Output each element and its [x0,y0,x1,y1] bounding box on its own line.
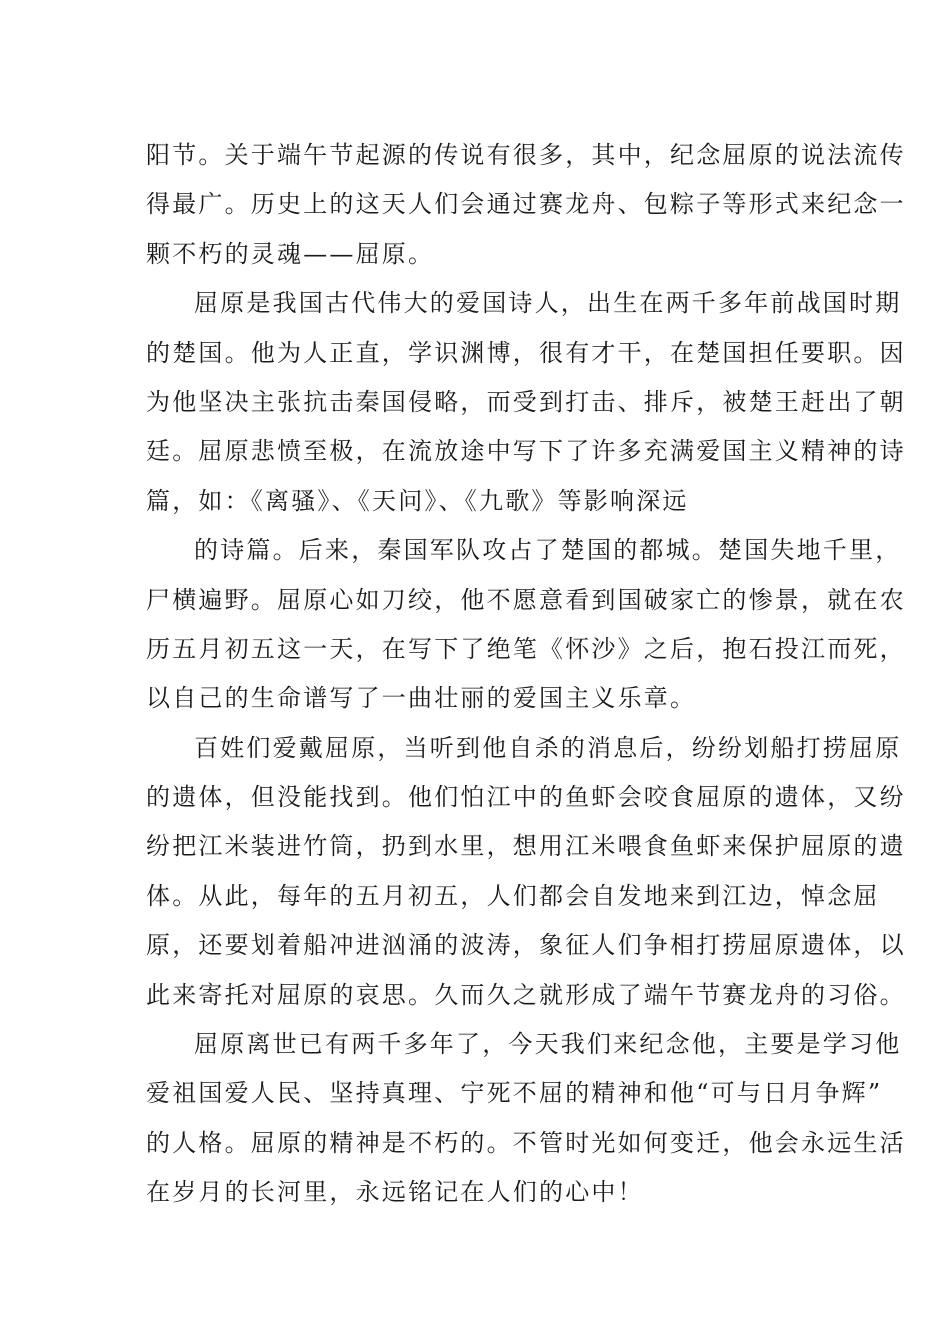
text-line: 体。从此，每年的五月初五，人们都会自发地来到江边，悼念屈 [146,881,880,910]
text-line: 廷。屈原悲愤至极，在流放途中写下了许多充满爱国主义精神的诗 [146,437,906,466]
text-line: 纷把江米装进竹筒，扔到水里，想用江米喂食鱼虾来保护屈原的遗 [146,832,906,861]
text-line: 的人格。屈原的精神是不朽的。不管时光如何变迁，他会永远生活 [146,1128,906,1157]
text-line: 在岁月的长河里，永远铭记在人们的心中！ [146,1178,644,1207]
text-line: 的楚国。他为人正直，学识渊博，很有才干，在楚国担任要职。因 [146,338,906,367]
text-line: 为他坚决主张抗击秦国侵略，而受到打击、排斥，被楚王赶出了朝 [146,387,906,416]
text-line: 的诗篇。后来，秦国军队攻占了楚国的都城。楚国失地千里， [194,536,902,565]
text-line: 篇，如：《离骚》、《天问》、《九歌》等影响深远 [146,486,689,515]
text-line: 得最广。历史上的这天人们会通过赛龙舟、包粽子等形式来纪念一 [146,190,906,219]
text-line: 百姓们爱戴屈原，当听到他自杀的消息后，纷纷划船打捞屈原 [194,733,902,762]
text-line: 以自己的生命谱写了一曲壮丽的爱国主义乐章。 [146,684,697,713]
text-line: 原，还要划着船冲进汹涌的波涛，象征人们争相打捞屈原遗体，以 [146,931,906,960]
text-line: 此来寄托对屈原的哀思。久而久之就形成了端午节赛龙舟的习俗。 [146,980,906,1009]
text-line: 爱祖国爱人民、坚持真理、宁死不屈的精神和他“可与日月争辉” [146,1079,883,1108]
text-line: 屈原是我国古代伟大的爱国诗人，出生在两千多年前战国时期 [194,289,902,318]
text-line: 阳节。关于端午节起源的传说有很多，其中，纪念屈原的说法流传 [146,141,906,169]
text-line: 尸横遍野。屈原心如刀绞，他不愿意看到国破家亡的惨景，就在农 [146,585,906,614]
article-body [146,131,906,1218]
text-line: 的遗体，但没能找到。他们怕江中的鱼虾会咬食屈原的遗体，又纷 [146,783,906,812]
text-line: 屈原离世已有两千多年了，今天我们来纪念他，主要是学习他 [194,1030,902,1059]
text-line: 历五月初五这一天，在写下了绝笔《怀沙》之后，抱石投江而死， [146,634,906,663]
text-line: 颗不朽的灵魂——屈原。 [146,239,435,268]
